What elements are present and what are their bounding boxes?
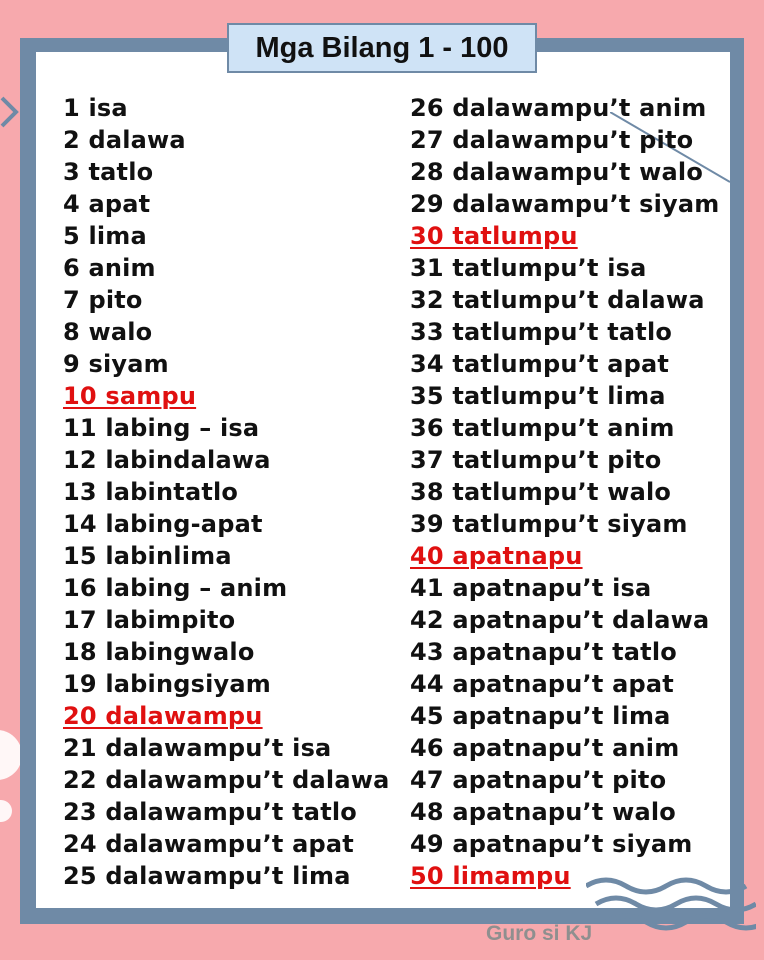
tens-number-item: 40 apatnapu: [410, 542, 583, 570]
decorative-chevron-icon: [0, 92, 22, 132]
number-item: 12 labindalawa: [63, 446, 271, 474]
number-item: 7 pito: [63, 286, 143, 314]
number-item: 42 apatnapu’t dalawa: [410, 606, 710, 634]
number-item: 25 dalawampu’t lima: [63, 862, 351, 890]
number-item: 38 tatlumpu’t walo: [410, 478, 672, 506]
number-item: 5 lima: [63, 222, 147, 250]
number-item: 49 apatnapu’t siyam: [410, 830, 693, 858]
wave-decoration-icon: [586, 868, 756, 938]
number-item: 22 dalawampu’t dalawa: [63, 766, 390, 794]
number-item: 21 dalawampu’t isa: [63, 734, 332, 762]
number-item: 47 apatnapu’t pito: [410, 766, 667, 794]
page-title: Mga Bilang 1 - 100: [227, 23, 537, 73]
number-item: 17 labimpito: [63, 606, 236, 634]
tens-number-item: 20 dalawampu: [63, 702, 263, 730]
number-item: 31 tatlumpu’t isa: [410, 254, 647, 282]
number-item: 28 dalawampu’t walo: [410, 158, 704, 186]
decorative-circle: [0, 730, 22, 780]
author-credit: Guro si KJ: [486, 922, 593, 945]
number-item: 26 dalawampu’t anim: [410, 94, 707, 122]
number-item: 33 tatlumpu’t tatlo: [410, 318, 673, 346]
number-item: 44 apatnapu’t apat: [410, 670, 674, 698]
number-item: 36 tatlumpu’t anim: [410, 414, 675, 442]
number-item: 6 anim: [63, 254, 156, 282]
number-item: 3 tatlo: [63, 158, 154, 186]
number-item: 45 apatnapu’t lima: [410, 702, 671, 730]
number-item: 8 walo: [63, 318, 153, 346]
number-item: 15 labinlima: [63, 542, 232, 570]
number-item: 43 apatnapu’t tatlo: [410, 638, 677, 666]
number-item: 18 labingwalo: [63, 638, 255, 666]
number-item: 41 apatnapu’t isa: [410, 574, 652, 602]
number-item: 32 tatlumpu’t dalawa: [410, 286, 705, 314]
number-item: 48 apatnapu’t walo: [410, 798, 676, 826]
number-item: 1 isa: [63, 94, 128, 122]
number-item: 11 labing – isa: [63, 414, 260, 442]
number-item: 13 labintatlo: [63, 478, 239, 506]
number-item: 2 dalawa: [63, 126, 186, 154]
number-item: 19 labingsiyam: [63, 670, 272, 698]
number-item: 16 labing – anim: [63, 574, 288, 602]
number-item: 9 siyam: [63, 350, 169, 378]
numbers-list-left: [63, 92, 390, 892]
number-item: 46 apatnapu’t anim: [410, 734, 680, 762]
number-item: 29 dalawampu’t siyam: [410, 190, 720, 218]
number-item: 34 tatlumpu’t apat: [410, 350, 670, 378]
number-item: 27 dalawampu’t pito: [410, 126, 694, 154]
tens-number-item: 30 tatlumpu: [410, 222, 578, 250]
number-item: 4 apat: [63, 190, 151, 218]
number-item: 39 tatlumpu’t siyam: [410, 510, 688, 538]
number-item: 24 dalawampu’t apat: [63, 830, 354, 858]
number-item: 14 labing-apat: [63, 510, 263, 538]
number-item: 23 dalawampu’t tatlo: [63, 798, 357, 826]
tens-number-item: 50 limampu: [410, 862, 571, 890]
numbers-list-right: [410, 92, 720, 892]
tens-number-item: 10 sampu: [63, 382, 197, 410]
number-item: 35 tatlumpu’t lima: [410, 382, 666, 410]
number-item: 37 tatlumpu’t pito: [410, 446, 662, 474]
decorative-circle: [0, 800, 12, 822]
